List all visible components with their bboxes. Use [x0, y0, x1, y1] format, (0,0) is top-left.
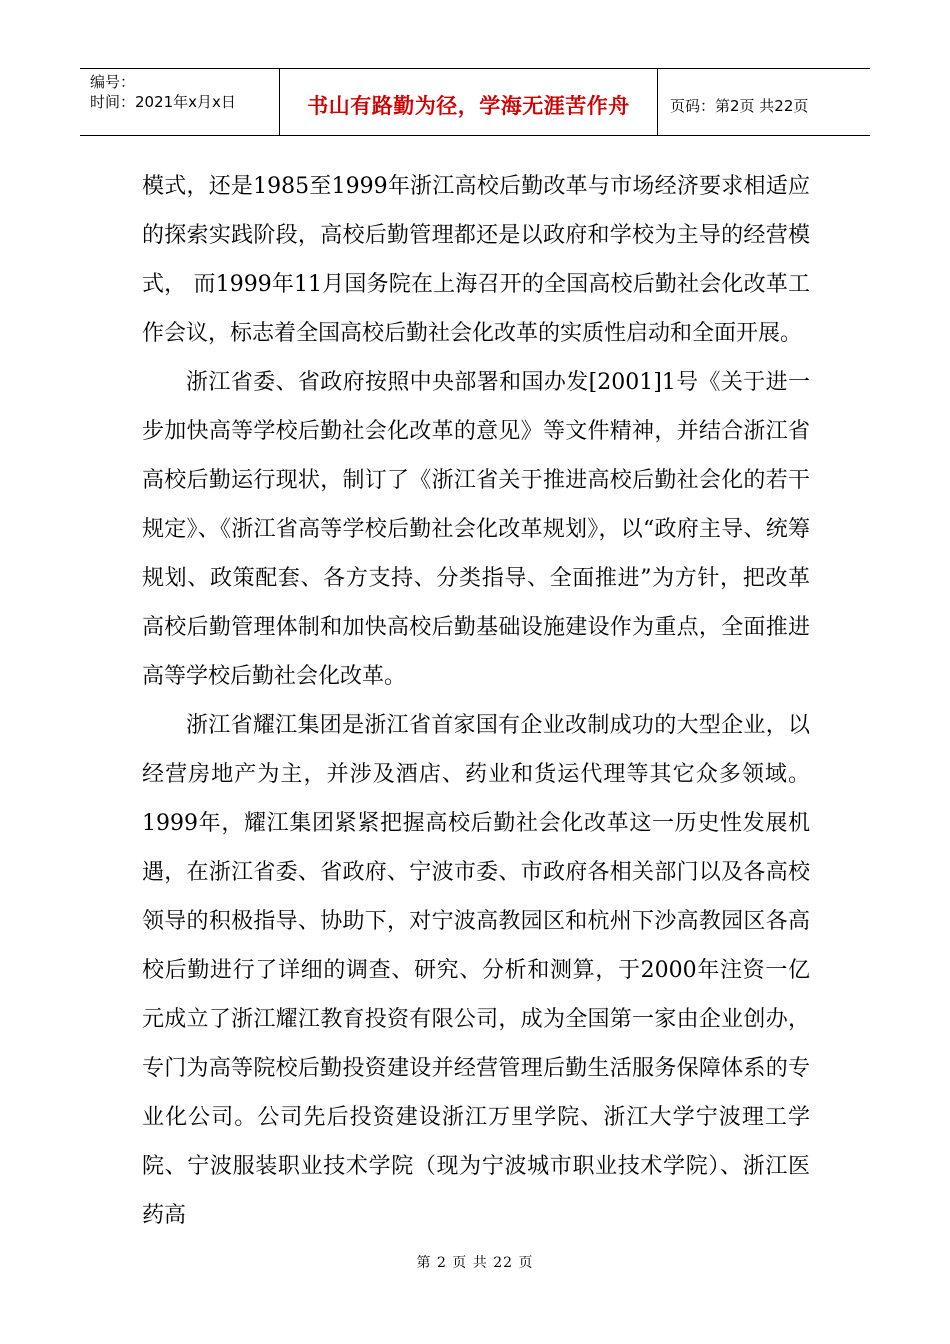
document-body	[142, 162, 810, 1240]
document-date-label: 时间：2021年x月x日	[90, 93, 236, 111]
paragraph-2: 浙江省委、省政府按照中央部署和国办发[2001]1号《关于进一步加快高等学校后勤社会化改革的意见》等文件精神，并结合浙江省高校后勤运行现状，制订了《浙江省关于推进高校后勤社会化的若干规定》、《浙江省高等学校后勤社会化改革规划》，以“政府主导、统筹规划、政策配套、各方支持、分类指导、全面推进”为方针，把改革高校后勤管理体制和加快高校后勤基础设施建设作为重点，全面推进高等学校后勤社会化改革。	[142, 370, 810, 689]
paragraph-1: 模式，还是1985至1999年浙江高校后勤改革与市场经济要求相适应的探索实践阶段，高校后勤管理都还是以政府和学校为主导的经营模式， 而1999年11月国务院在上海召开的全国高校后勤社会化改革工作会议，标志着全国高校后勤社会化改革的实质性启动和全面开展。	[142, 174, 810, 346]
paragraph-3: 浙江省耀江集团是浙江省首家国有企业改制成功的大型企业，以经营房地产为主，并涉及酒店、药业和货运代理等其它众多领域。1999年，耀江集团紧紧把握高校后勤社会化改革这一历史性发展机遇，在浙江省委、省政府、宁波市委、市政府各相关部门以及各高校领导的积极指导、协助下，对宁波高教园区和杭州下沙高教园区各高校后勤进行了详细的调查、研究、分析和测算，于2000年注资一亿元成立了浙江耀江教育投资有限公司，成为全国第一家由企业创办，专门为高等院校后勤投资建设并经营管理后勤生活服务保障体系的专业化公司。公司先后投资建设浙江万里学院、浙江大学宁波理工学院、宁波服装职业技术学院（现为宁波城市职业技术学院）、浙江医药高	[142, 713, 810, 1228]
page-header	[80, 68, 870, 136]
header-page-number: 页码：第2页 共22页	[670, 96, 809, 115]
header-motto: 书山有路勤为径，学海无涯苦作舟	[280, 69, 658, 135]
document-number-label: 编号：	[90, 73, 136, 91]
header-meta	[80, 69, 280, 135]
page-footer: 第 2 页 共 22 页	[416, 1255, 534, 1271]
